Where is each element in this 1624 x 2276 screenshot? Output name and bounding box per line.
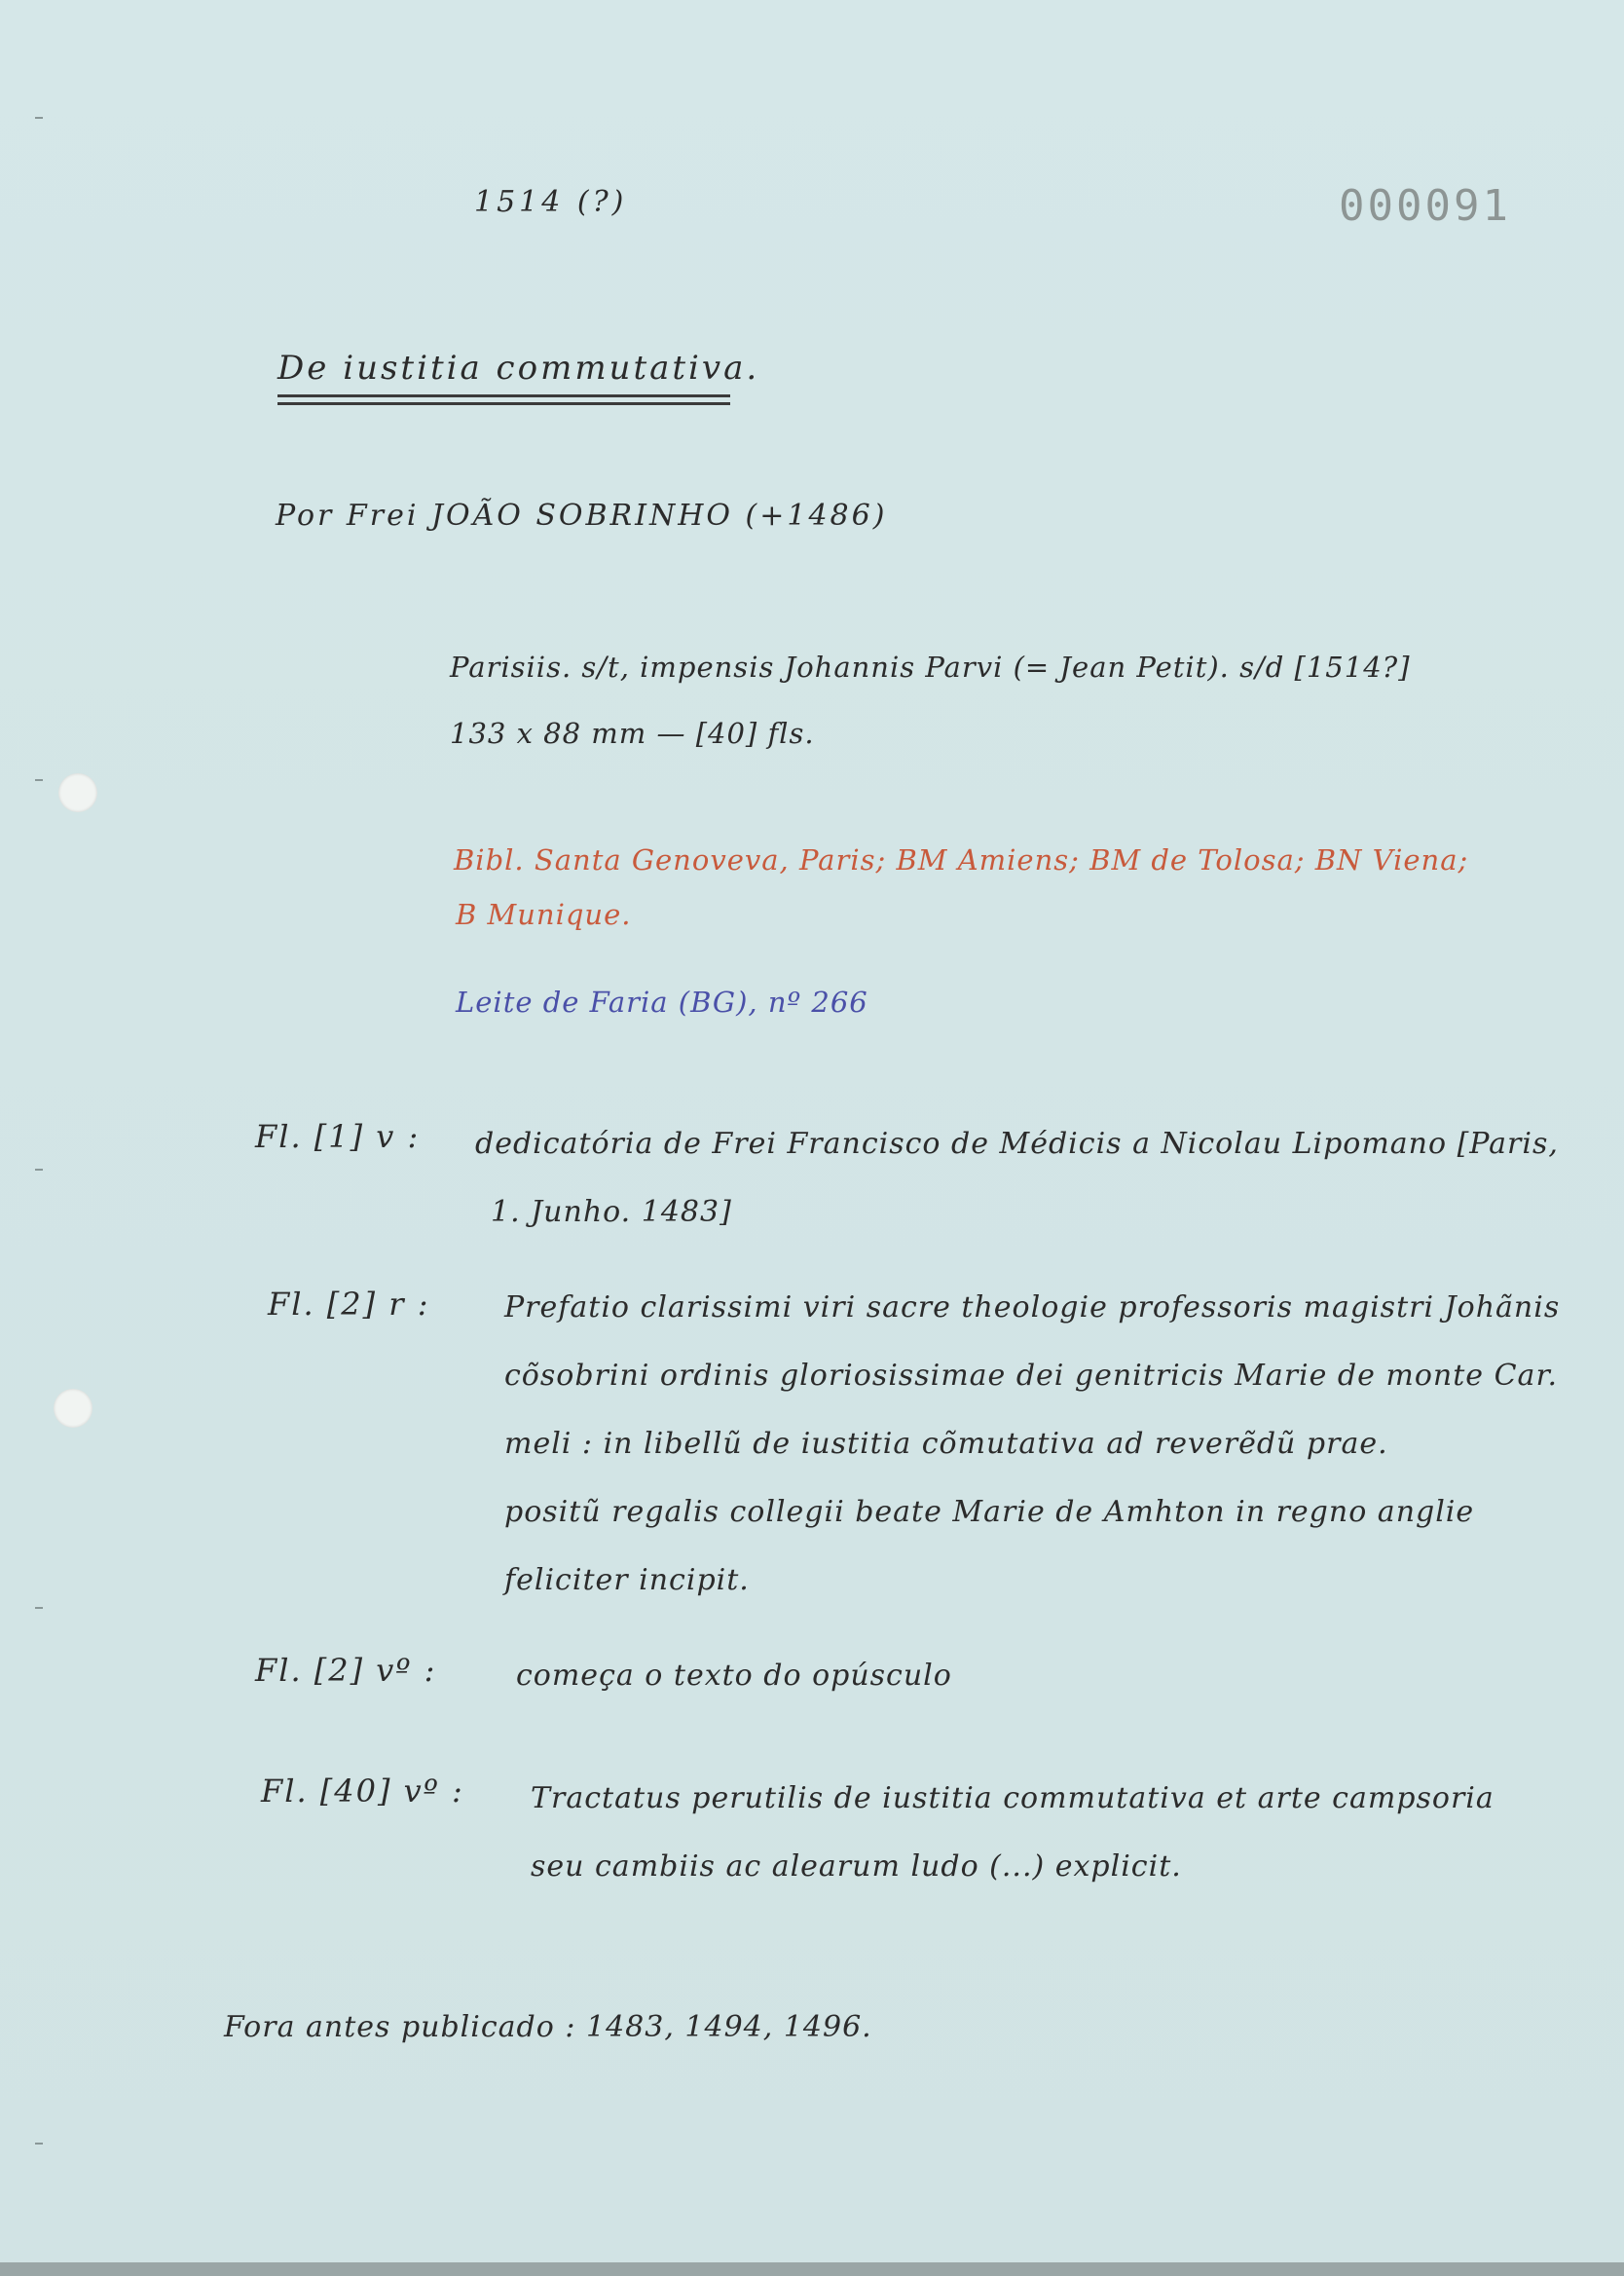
folio-text-line: 1. Junho. 1483] [491, 1195, 732, 1229]
folio-label: Fl. [1] v : [255, 1118, 421, 1155]
punch-hole-bottom [54, 1389, 92, 1428]
folio-label: Fl. [2] vº : [255, 1652, 437, 1689]
folio-text-line: dedicatória de Frei Francisco de Médicis a Nicolau Lipomano [Paris, [475, 1127, 1559, 1161]
folio-label: Fl. [40] vº : [261, 1772, 464, 1810]
punch-hole-top [58, 773, 97, 812]
libraries-line-2: B Munique. [456, 898, 632, 931]
work-title: De iustitia commutativa. [277, 349, 760, 388]
folio-text-line: começa o texto do opúsculo [516, 1659, 952, 1693]
libraries-line-1: Bibl. Santa Genoveva, Paris; BM Amiens; BM de Tolosa; BN Viena; [454, 843, 1469, 877]
margin-tick [35, 117, 43, 119]
imprint-line-2: 133 x 88 mm — [40] fls. [450, 717, 815, 750]
folio-description [516, 1642, 952, 1710]
title-underline-second [277, 402, 730, 405]
folio-label: Fl. [2] r : [268, 1286, 430, 1323]
title-underline [277, 394, 730, 397]
folio-text-line: cõsobrini ordinis gloriosissimae dei genitricis Marie de monte Car. [504, 1359, 1559, 1393]
date-note: 1514 (?) [474, 185, 628, 219]
imprint-line-1: Parisiis. s/t, impensis Johannis Parvi (= Jean Petit). s/d [1514?] [450, 651, 1411, 684]
margin-tick [35, 1169, 43, 1171]
folio-incipit [504, 1274, 1560, 1615]
previous-editions-note: Fora antes publicado : 1483, 1494, 1496. [224, 2010, 872, 2044]
folio-text-line: positũ regalis collegii beate Marie de Amhton in regno anglie [504, 1495, 1475, 1529]
margin-tick [35, 2143, 43, 2145]
card-bottom-edge [0, 2262, 1624, 2276]
folio-description [475, 1110, 1559, 1247]
margin-tick [35, 779, 43, 781]
margin-tick [35, 1607, 43, 1609]
folio-explicit [531, 1765, 1495, 1901]
folio-text-line: Prefatio clarissimi viri sacre theologie professoris magistri Johãnis [504, 1290, 1561, 1325]
folio-text-line: meli : in libellũ de iustitia cõmutativa ad reverẽdũ prae. [504, 1427, 1388, 1461]
folio-text-line: seu cambiis ac alearum ludo (...) explicit. [531, 1849, 1182, 1884]
author-line: Por Frei JOÃO SOBRINHO (+1486) [276, 499, 888, 533]
bibliographic-reference: Leite de Faria (BG), nº 266 [456, 986, 868, 1019]
folio-text-line: Tractatus perutilis de iustitia commutativa et arte campsoria [531, 1781, 1495, 1815]
folio-text-line: feliciter incipit. [504, 1563, 750, 1597]
catalog-number-stamp: 000091 [1339, 181, 1511, 231]
